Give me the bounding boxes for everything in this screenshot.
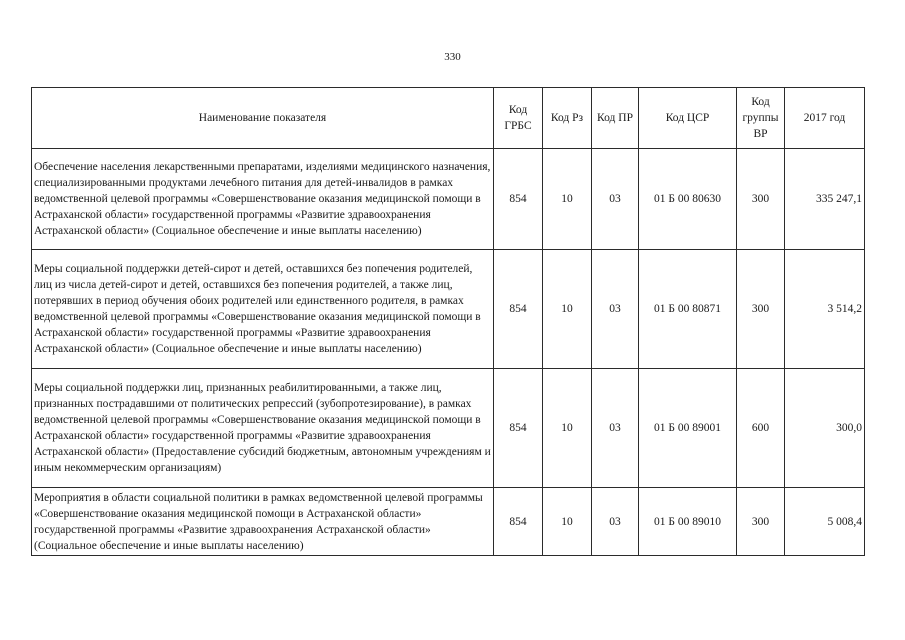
row-csr: 01 Б 00 89001 [639,369,737,488]
header-pr: Код ПР [592,88,639,149]
row-pr: 03 [592,149,639,250]
header-grbs: Код ГРБС [494,88,543,149]
row-pr: 03 [592,369,639,488]
row-rz: 10 [543,369,592,488]
row-rz: 10 [543,250,592,369]
table-row [32,250,865,369]
row-grbs: 854 [494,149,543,250]
row-pr: 03 [592,488,639,556]
row-vr: 300 [737,250,785,369]
row-amount: 3 514,2 [785,250,865,369]
table-row [32,369,865,488]
row-pr: 03 [592,250,639,369]
row-vr: 300 [737,488,785,556]
row-name: Меры социальной поддержки детей-сирот и детей, оставшихся без попечения родителей, лиц из числа детей-сирот и детей, оставшихся без попечения родителей, а также лиц, потерявших в период обучения обоих родителей или единственного родителя, в рамках ведомственной целевой программы «Совершенствование оказания медицинской помощи в Астраханской области» государственной программы «Развитие здравоохранения Астраханской области» (Социальное обеспечение и иные выплаты населению) [32,250,494,369]
row-amount: 300,0 [785,369,865,488]
row-csr: 01 Б 00 89010 [639,488,737,556]
row-name: Меры социальной поддержки лиц, признанных реабилитированными, а также лиц, признанных пострадавшими от политических репрессий (зубопротезирование), в рамках ведомственной целевой программы «Совершенствование оказания медицинской помощи в Астраханской области» государственной программы «Развитие здравоохранения Астраханской области» (Предоставление субсидий бюджетным, автономным учреждениям и иным некоммерческим организациям) [32,369,494,488]
table-row [32,488,865,556]
row-name: Обеспечение населения лекарственными препаратами, изделиями медицинского назначения, специализированными продуктами лечебного питания для детей-инвалидов в рамках ведомственной целевой программы «Совершенствование оказания медицинской помощи в Астраханской области» государственной программы «Развитие здравоохранения Астраханской области» (Социальное обеспечение и иные выплаты населению) [32,149,494,250]
budget-table [31,87,865,556]
row-vr: 300 [737,149,785,250]
table-row [32,149,865,250]
row-amount: 5 008,4 [785,488,865,556]
page-number: 330 [444,51,461,63]
row-rz: 10 [543,488,592,556]
header-vr: Код группы ВР [737,88,785,149]
header-csr: Код ЦСР [639,88,737,149]
row-amount: 335 247,1 [785,149,865,250]
header-name: Наименование показателя [32,88,494,149]
row-grbs: 854 [494,250,543,369]
header-year: 2017 год [785,88,865,149]
row-name: Мероприятия в области социальной политики в рамках ведомственной целевой программы «Совершенствование оказания медицинской помощи в Астраханской области» государственной программы «Развитие здравоохранения Астраханской области» (Социальное обеспечение и иные выплаты населению) [32,488,494,556]
row-csr: 01 Б 00 80871 [639,250,737,369]
row-vr: 600 [737,369,785,488]
header-rz: Код Рз [543,88,592,149]
row-csr: 01 Б 00 80630 [639,149,737,250]
header-row [32,88,865,149]
row-rz: 10 [543,149,592,250]
row-grbs: 854 [494,369,543,488]
row-grbs: 854 [494,488,543,556]
